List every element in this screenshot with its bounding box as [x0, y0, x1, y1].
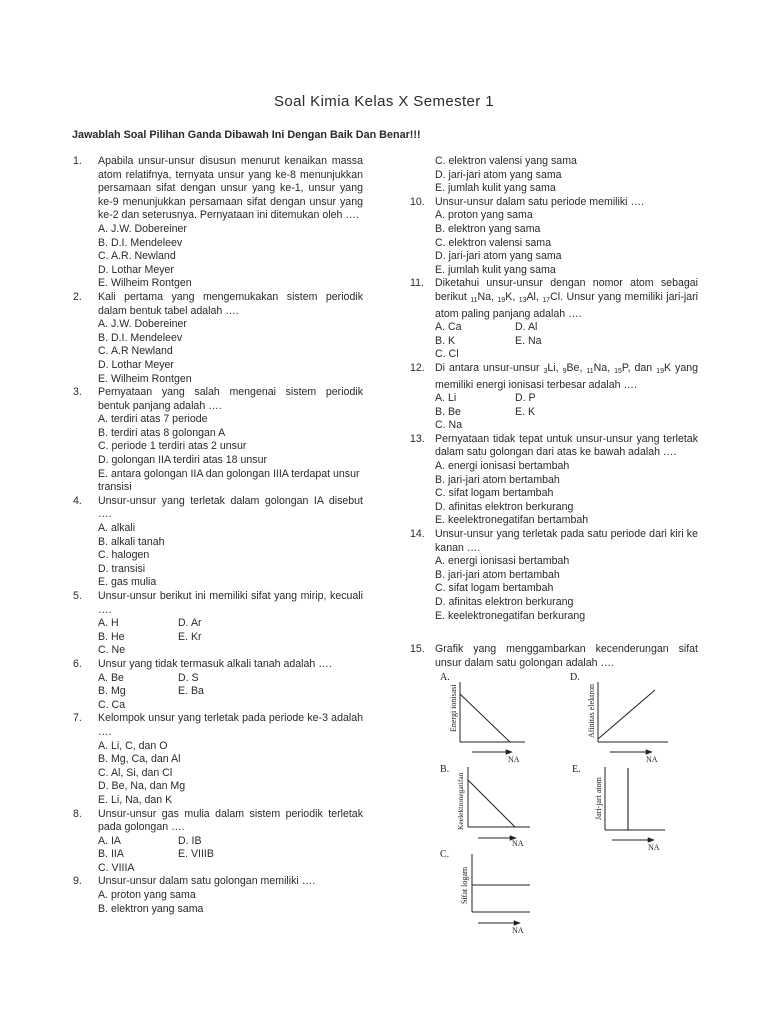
question-stem: Pernyataan yang salah mengenai sistem periodik bentuk panjang adalah …. — [98, 386, 363, 412]
y-axis-label: Energi ionisasi — [449, 684, 458, 733]
option-e: E. gas mulia — [98, 576, 157, 589]
question-8 — [73, 808, 363, 876]
question-number: 13. — [410, 432, 425, 445]
stem-text: yang memiliki energi ionisasi terbesar adalah …. — [435, 361, 698, 391]
option-a: A. J.W. Dobereiner — [98, 222, 187, 235]
option-b: B. terdiri atas 8 golongan A — [98, 426, 226, 439]
option-e: E. Wilheim Rontgen — [98, 277, 192, 290]
question-stem — [435, 277, 698, 321]
atomic-number: 15 — [614, 367, 622, 375]
option-a: A. Li, C, dan O — [98, 739, 168, 752]
option-b: B. D.I. Mendeleev — [98, 236, 183, 249]
option-d: D. transisi — [98, 562, 146, 575]
y-axis-label: Keelektronegatifan — [456, 772, 465, 831]
question-9-continued — [410, 155, 698, 196]
option-d: D. Lothar Meyer — [98, 358, 174, 371]
question-stem: Unsur-unsur dalam satu golongan memiliki …. — [98, 875, 316, 888]
question-6 — [73, 658, 363, 712]
option-a: A. Ca — [435, 321, 462, 334]
question-4 — [73, 495, 363, 590]
element-symbol: K — [505, 290, 513, 303]
option-e: E. VIIIB — [178, 848, 214, 861]
option-b: B. D.I. Mendeleev — [98, 331, 183, 344]
question-number: 8. — [73, 807, 82, 820]
option-b: B. elektron yang sama — [98, 902, 204, 915]
atomic-number: 17 — [542, 296, 551, 304]
question-stem: Apabila unsur-unsur disusun menurut kenaikan massa atom relatifnya, ternyata unsur yang ke-8 menunjukkan persamaan sifat dengan unsur yang ke-1, unsur yang ke-9 menunjukkan persamaan sifat dengan unsur yang ke-2 dan seterusnya. Pernyataan ini ditemukan oleh …. — [98, 155, 363, 222]
option-c: C. A.R. Newland — [98, 250, 176, 263]
graph-label: B. — [440, 764, 450, 776]
option-b: B. K — [435, 334, 456, 347]
page-title: Soal Kimia Kelas X Semester 1 — [273, 93, 495, 110]
trend-line-decreasing — [460, 694, 510, 742]
option-b: B. Be — [435, 405, 461, 418]
option-a: A. proton yang sama — [435, 209, 533, 222]
atomic-number: 19 — [497, 296, 506, 304]
graphs-svg — [410, 672, 700, 937]
question-5 — [73, 590, 363, 658]
question-number: 3. — [73, 386, 82, 399]
option-d: D. Lothar Meyer — [98, 263, 174, 276]
graph-label: E. — [572, 764, 581, 776]
graph-c — [440, 849, 530, 935]
question-number: 15. — [410, 643, 425, 656]
option-c: C. Na — [435, 419, 463, 432]
right-column — [410, 155, 698, 937]
option-e: E. jumlah kulit yang sama — [435, 182, 556, 195]
atomic-number: 19 — [656, 367, 664, 375]
option-d: D. jari-jari atom yang sama — [435, 168, 562, 181]
stem-text: . Unsur yang memiliki jari-jari atom paling panjang adalah …. — [435, 290, 699, 320]
atomic-number: 3 — [543, 367, 548, 375]
separator: , — [579, 361, 587, 374]
question-14 — [410, 528, 698, 623]
question-stem: Unsur-unsur gas mulia dalam sistem periodik terletak pada golongan …. — [98, 807, 363, 834]
option-b: B. alkali tanah — [98, 535, 165, 548]
trend-line-increasing — [598, 690, 655, 739]
instruction: Jawablah Soal Pilihan Ganda Dibawah Ini Dengan Baik Dan Benar!!! — [72, 129, 421, 141]
option-a: A. proton yang sama — [98, 889, 196, 902]
option-b: B. He — [98, 630, 125, 643]
question-2 — [73, 291, 363, 386]
stem-text: Di antara unsur-unsur — [435, 361, 544, 374]
option-d: D. Al — [515, 321, 538, 334]
spacer — [410, 623, 698, 643]
question-number: 2. — [73, 290, 82, 303]
option-a: A. IA — [98, 834, 121, 847]
atomic-number: 13 — [518, 296, 527, 304]
separator: , — [535, 290, 543, 303]
option-c: C. VIIIA — [98, 861, 135, 874]
option-e: E. antara golongan IIA dan golongan IIIA terdapat unsur transisi — [98, 467, 360, 494]
option-c: C. Cl — [435, 348, 459, 361]
graph-label: A. — [440, 672, 450, 684]
question-number: 5. — [73, 590, 82, 602]
question-stem: Unsur-unsur berikut ini memiliki sifat yang mirip, kecuali …. — [98, 590, 363, 616]
option-e: E. Kr — [178, 630, 202, 643]
option-e: E. Ba — [178, 685, 204, 698]
option-a: A. terdiri atas 7 periode — [98, 413, 208, 426]
option-d: D. P — [515, 392, 536, 405]
element-symbol: Al — [526, 290, 536, 303]
option-a: A. Be — [98, 671, 124, 684]
question-7 — [73, 712, 363, 807]
question-13 — [410, 433, 698, 528]
option-d: D. S — [178, 671, 199, 684]
option-e: E. Li, Na, dan K — [98, 793, 173, 806]
question-3 — [73, 386, 363, 495]
option-d: D. Be, Na, dan Mg — [98, 780, 186, 793]
element-symbol: Cl — [550, 290, 561, 303]
graph-label: C. — [440, 849, 450, 861]
y-axis-label: Jari-jari atom — [594, 777, 603, 821]
question-stem: Pernyataan tidak tepat untuk unsur-unsur yang terletak dalam satu golongan dari atas ke bawah adalah …. — [435, 432, 698, 459]
separator: , dan — [627, 361, 657, 374]
x-axis-label: NA — [508, 755, 520, 765]
separator: , — [512, 290, 519, 303]
option-d: D. afinitas elektron berkurang — [435, 500, 574, 513]
option-e: E. keelektronegatifan berkurang — [435, 609, 586, 622]
option-e: E. K — [515, 405, 536, 418]
left-column — [73, 155, 363, 916]
question-11 — [410, 277, 698, 362]
question-10 — [410, 196, 698, 278]
question-number: 12. — [410, 361, 425, 374]
question-15 — [410, 643, 698, 670]
graph-e — [572, 764, 665, 852]
question-number: 6. — [73, 657, 82, 670]
question-stem: Grafik yang menggambarkan kecenderungan sifat unsur dalam satu golongan adalah …. — [435, 643, 698, 669]
question-number: 1. — [73, 155, 82, 167]
x-axis-label: NA — [646, 755, 658, 765]
option-a: A. Li — [435, 392, 457, 405]
option-c: C. sifat logam bertambah — [435, 582, 554, 595]
question-number: 9. — [73, 875, 82, 888]
element-symbol: Li — [547, 361, 556, 374]
y-axis-label: Sifat logam — [460, 867, 469, 905]
question-stem: Unsur yang tidak termasuk alkali tanah adalah …. — [98, 657, 332, 670]
option-a: A. energi ionisasi bertambah — [435, 555, 570, 568]
atomic-number: 11 — [586, 367, 594, 375]
option-c: C. elektron valensi yang sama — [435, 155, 577, 167]
option-e: E. Wilheim Rontgen — [98, 372, 192, 385]
question-number: 4. — [73, 494, 82, 507]
question-stem: Unsur-unsur yang terletak pada satu periode dari kiri ke kanan …. — [435, 528, 698, 554]
option-b: B. jari-jari atom bertambah — [435, 568, 560, 581]
element-symbol: Be — [566, 361, 580, 374]
element-symbol: Na — [477, 290, 492, 303]
x-axis-label: NA — [648, 843, 660, 853]
atomic-number: 11 — [470, 296, 478, 304]
graph-a — [440, 672, 525, 764]
option-b: B. Mg, Ca, dan Al — [98, 753, 181, 766]
stem-text: Diketahui unsur-unsur dengan nomor atom sebagai berikut — [435, 277, 698, 303]
option-a: A. energi ionisasi bertambah — [435, 460, 570, 473]
question-stem — [435, 362, 698, 392]
option-c: C. Al, Si, dan Cl — [98, 766, 173, 779]
option-a: A. alkali — [98, 522, 136, 535]
graph-b — [440, 764, 530, 848]
separator: , — [607, 361, 615, 374]
graph-d — [570, 672, 668, 764]
option-d: D. golongan IIA terdiri atas 18 unsur — [98, 454, 268, 467]
option-b: B. jari-jari atom bertambah — [435, 473, 560, 486]
option-e: E. keelektronegatifan bertambah — [435, 514, 589, 527]
question-9 — [73, 875, 363, 916]
graph-options — [410, 672, 698, 937]
question-12 — [410, 362, 698, 433]
option-b: B. elektron yang sama — [435, 222, 541, 235]
option-d: D. afinitas elektron berkurang — [435, 596, 574, 608]
trend-line-decreasing — [468, 780, 515, 827]
option-d: D. IB — [178, 834, 202, 847]
question-stem: Unsur-unsur yang terletak dalam golongan IA disebut …. — [98, 494, 363, 521]
separator: , — [491, 290, 498, 303]
option-c: C. sifat logam bertambah — [435, 487, 554, 500]
atomic-number: 9 — [562, 367, 567, 375]
option-c: C. Ne — [98, 644, 126, 657]
option-e: E. jumlah kulit yang sama — [435, 263, 556, 276]
question-stem: Kali pertama yang mengemukakan sistem periodik dalam bentuk tabel adalah …. — [98, 290, 363, 317]
option-b: B. IIA — [98, 848, 124, 861]
question-1 — [73, 155, 363, 291]
graph-label: D. — [570, 672, 580, 684]
question-stem: Unsur-unsur dalam satu periode memiliki …. — [435, 195, 645, 208]
element-symbol: K — [663, 361, 672, 374]
x-axis-label: NA — [512, 839, 524, 849]
option-c: C. Ca — [98, 698, 126, 711]
question-number: 7. — [73, 712, 82, 725]
option-b: B. Mg — [98, 685, 126, 698]
element-symbol: Na — [593, 361, 608, 374]
option-c: C. A.R Newland — [98, 345, 173, 358]
option-c: C. elektron valensi sama — [435, 236, 551, 249]
option-e: E. Na — [515, 334, 542, 347]
separator: , — [555, 361, 563, 374]
question-stem: Kelompok unsur yang terletak pada periode ke-3 adalah …. — [98, 712, 363, 738]
element-symbol: P — [621, 361, 628, 374]
option-c: C. halogen — [98, 549, 150, 562]
option-a: A. H — [98, 617, 119, 630]
option-d: D. jari-jari atom yang sama — [435, 250, 562, 263]
option-c: C. periode 1 terdiri atas 2 unsur — [98, 440, 247, 453]
y-axis-label: Afinitas elektron — [587, 684, 596, 739]
x-axis-label: NA — [512, 926, 524, 936]
option-a: A. J.W. Dobereiner — [98, 318, 187, 331]
option-d: D. Ar — [178, 617, 202, 630]
question-number: 11. — [410, 277, 424, 290]
question-number: 14. — [410, 528, 425, 541]
question-number: 10. — [410, 195, 425, 208]
